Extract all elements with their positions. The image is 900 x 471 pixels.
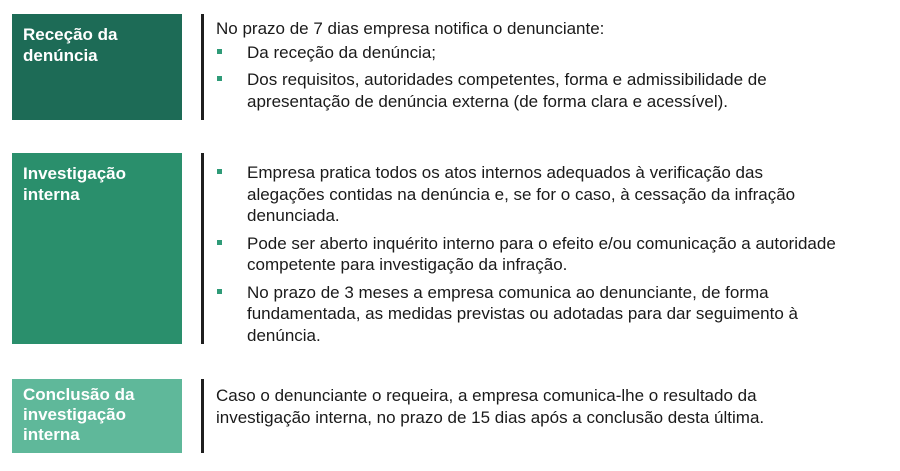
list-item (216, 162, 888, 227)
square-bullet-icon (217, 76, 222, 81)
section-rececao (0, 14, 900, 120)
section-content-rececao (216, 18, 888, 118)
bullet-list (216, 42, 888, 113)
section-label-investigacao (12, 153, 182, 344)
square-bullet-icon (217, 49, 222, 54)
list-item-text: Pode ser aberto inquérito interno para o efeito e/ou comunicação a autoridade (247, 233, 836, 253)
list-item (216, 69, 888, 112)
bullet-list (216, 162, 888, 346)
square-bullet-icon (217, 169, 222, 174)
vertical-divider (201, 14, 204, 120)
list-item-text: Empresa pratica todos os atos internos adequados à verificação das (247, 163, 763, 182)
list-item (216, 42, 888, 64)
section-label-line: denúncia (23, 46, 98, 65)
list-item-text: No prazo de 3 meses a empresa comunica ao denunciante, de forma (247, 282, 769, 302)
section-label-line: investigação (23, 405, 126, 424)
list-item-text: competente para investigação da infração. (247, 255, 568, 274)
section-label-line: Investigação (23, 164, 126, 183)
section-label-rececao (12, 14, 182, 120)
list-item-text: fundamentada, as medidas previstas ou adotadas para dar seguimento à (247, 304, 798, 323)
section-text: investigação interna, no prazo de 15 dias após a conclusão desta última. (216, 407, 765, 427)
list-item-text: alegações contidas na denúncia e, se for o caso, à cessação da infração (247, 184, 796, 204)
list-item-text: Dos requisitos, autoridades competentes, forma e admissibilidade de (247, 70, 767, 89)
list-item-text: denunciada. (247, 206, 340, 225)
section-intro: No prazo de 7 dias empresa notifica o denunciante: (216, 19, 605, 38)
section-label-line: interna (23, 185, 80, 204)
section-content-conclusao (216, 385, 888, 428)
vertical-divider (201, 153, 204, 344)
section-label-line: Receção da (23, 25, 118, 44)
section-conclusao (0, 379, 900, 453)
section-label-line: interna (23, 425, 80, 444)
list-item-text: Da receção da denúncia; (247, 42, 437, 62)
section-label-line: Conclusão da (23, 385, 135, 404)
section-text: Caso o denunciante o requeira, a empresa comunica-lhe o resultado da (216, 386, 757, 405)
list-item (216, 282, 888, 347)
square-bullet-icon (217, 240, 222, 245)
square-bullet-icon (217, 289, 222, 294)
list-item (216, 233, 888, 276)
section-label-conclusao (12, 379, 182, 453)
section-content-investigacao (216, 162, 888, 352)
vertical-divider (201, 379, 204, 453)
list-item-text: apresentação de denúncia externa (de forma clara e acessível). (247, 91, 728, 111)
section-investigacao (0, 153, 900, 344)
list-item-text: denúncia. (247, 325, 321, 345)
